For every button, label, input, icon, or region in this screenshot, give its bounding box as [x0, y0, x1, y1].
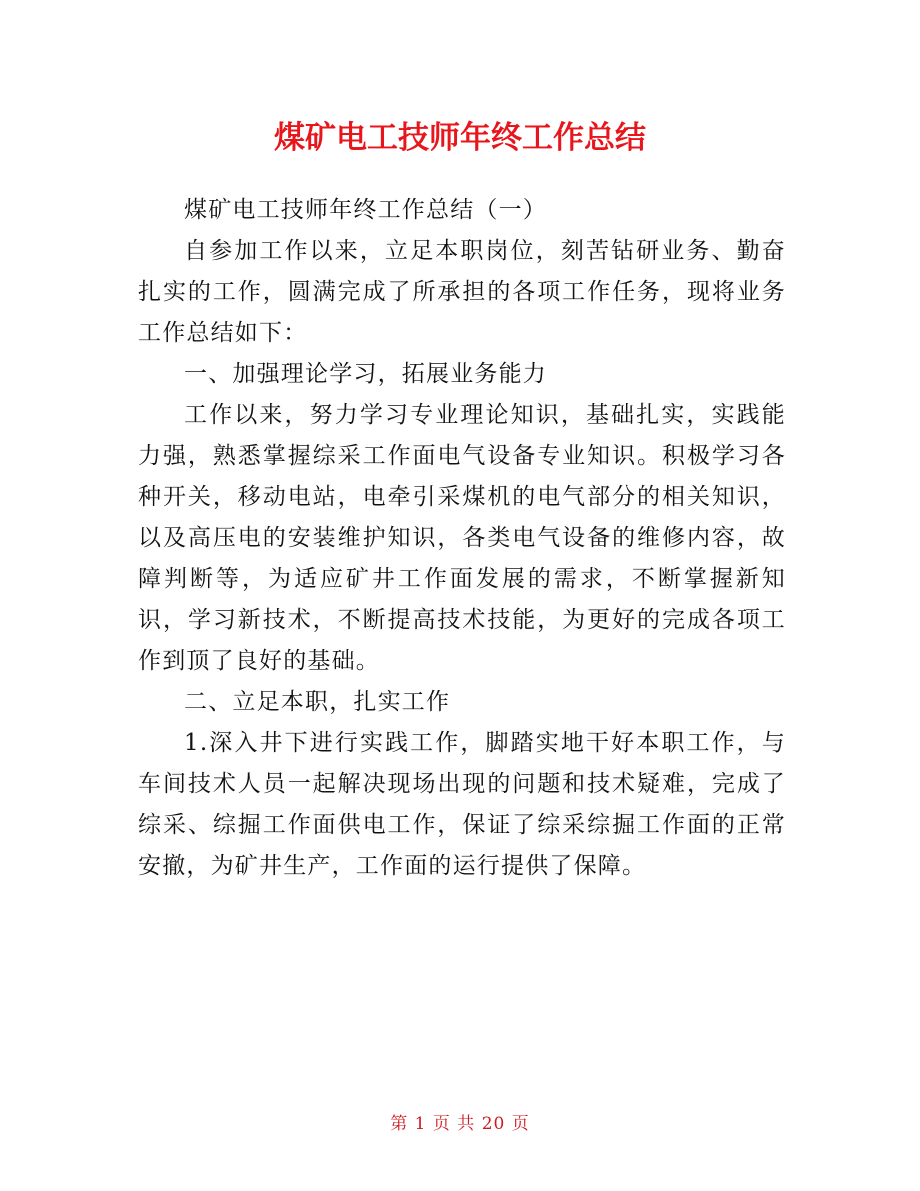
section-heading-2: 二、立足本职，扎实工作	[184, 689, 451, 715]
section-2-item-1: 1.深入井下进行实践工作，脚踏实地干好本职工作，与车间技术人员一起解决现场出现的问题和技术疑难，完成了综采、综掘工作面供电工作，保证了综采综掘工作面的正常安撤，为矿井生产，工作面的运行提供了保障。	[138, 730, 786, 879]
document-title: 煤矿电工技师年终工作总结	[274, 120, 646, 156]
document-body	[138, 190, 786, 887]
intro-paragraph: 自参加工作以来，立足本职岗位，刻苦钻研业务、勤奋扎实的工作，圆满完成了所承担的各项工作任务，现将业务工作总结如下：	[138, 238, 786, 346]
page-footer: 第 1 页 共 20 页	[390, 1114, 530, 1134]
section-heading-1: 一、加强理论学习，拓展业务能力	[184, 361, 547, 387]
section-1-paragraph: 工作以来，努力学习专业理论知识，基础扎实，实践能力强，熟悉掌握综采工作面电气设备专业知识。积极学习各种开关，移动电站，电牵引采煤机的电气部分的相关知识，以及高压电的安装维护知识，各类电气设备的维修内容，故障判断等，为适应矿井工作面发展的需求，不断掌握新知识，学习新技术，不断提高技术技能，为更好的完成各项工作到顶了良好的基础。	[138, 402, 786, 674]
subtitle-paragraph: 煤矿电工技师年终工作总结（一）	[184, 197, 547, 223]
